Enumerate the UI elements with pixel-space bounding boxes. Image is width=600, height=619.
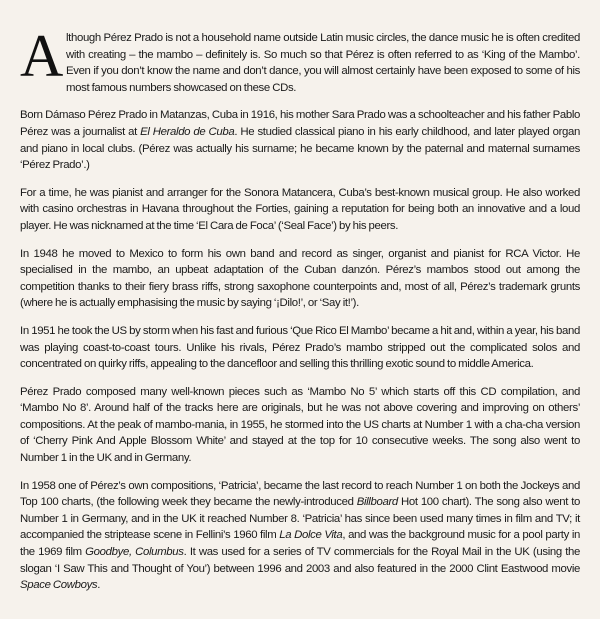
drop-cap: A xyxy=(20,23,63,89)
paragraph-text: Pérez Prado composed many well-known pieces such as ‘Mambo No 5’ which starts off this CD compilation, and ‘Mambo No 8’. Around half of the tracks here are originals, but he was not above covering and improving on others’ compositions. At the peak of mambo-mania, in 1955, he stormed into the US charts at Number 1 with a cha-cha version of ‘Cherry Pink And Apple Blossom White’ and stayed at the top for 10 consecutive weeks. The song also went to Number 1 in the UK and in Germany. xyxy=(20,385,580,465)
text-run: , and was the background music for a pool party in the 1969 film xyxy=(20,529,580,559)
newspaper-title: El Heraldo de Cuba xyxy=(140,125,235,138)
paragraph-text: lthough Pérez Prado is not a household name outside Latin music circles, the dance music he is often credited with creating – the mambo – definitely is. So much so that Pérez is often referred to as ‘King of the Mambo’. Even if you don’t know the name and don’t dance, you will almost certainly have been exposed to some of his most famous numbers showcased on these CDs. xyxy=(65,32,580,94)
paragraph-early-life xyxy=(20,107,580,173)
paragraph-us-success xyxy=(20,323,580,373)
paragraph-text: In 1948 he moved to Mexico to form his own band and record as singer, organist and pianist for RCA Victor. He specialised in the mambo, an upbeat adaptation of the Cuban danzón. Pérez’s mambos stood out among the competition thanks to their fiery brass riffs, strong saxophone counterpoints and, most of all, Pérez’s trademark grunts (where he is actually emphasising the music by saying ‘¡Dilo!’, or ‘Say it!’). xyxy=(20,247,580,310)
paragraph-mexico xyxy=(20,246,580,312)
paragraph-text: For a time, he was pianist and arranger for the Sonora Matancera, Cuba’s best-known musical group. He also worked with casino orchestras in Havana throughout the Forties, gaining a reputation for being both an innovative and a loud player. He was nicknamed at the time ‘El Cara de Foca’ (‘Seal Face’) by his peers. xyxy=(20,186,580,232)
paragraph-patricia xyxy=(20,478,580,594)
paragraph-text: In 1951 he took the US by storm when his fast and furious ‘Que Rico El Mambo’ became a hit and, within a year, his band was playing coast-to-coast tours. Unlike his rivals, Pérez Prado’s mambo stripped out the complicated solos and concentrated on quirky riffs, appealing to the dancefloor and selling this thrilling exotic sound to middle America. xyxy=(20,324,580,371)
paragraph-sonora-matancera xyxy=(20,185,580,235)
text-run: Born Dámaso Pérez Prado in Matanzas, Cuba in 1916, his mother Sara Prado was a schoolteacher and his father Pablo Pérez was a journalist at xyxy=(20,109,580,138)
film-title: Space Cowboys xyxy=(20,579,98,592)
text-run: . xyxy=(97,579,101,592)
paragraph-compositions xyxy=(20,384,580,467)
text-run: In 1958 one of Pérez’s own compositions, ‘Patricia’, became the last record to reach Number 1 on both the Jockeys and Top 100 charts, (the following week they became the newly-introduced xyxy=(20,479,580,509)
paragraph-intro xyxy=(20,23,580,96)
film-title: La Dolce Vita xyxy=(279,529,343,542)
text-run: . It was used for a series of TV commercials for the Royal Mail in the UK (using the slogan ‘I Saw This and Thought of You’) between 1996 and 2003 and also featured in the 2000 Clint Eastwood movie xyxy=(20,546,581,575)
text-run: Hot 100 chart). The song also went to Number 1 in Germany, and in the UK it reached Number 8. ‘Patricia’ has since been used many times in film and TV; it accompanied the striptease scene in Fellini’s 1960 film xyxy=(20,496,580,542)
text-run: . He studied classical piano in his early childhood, and later played organ and piano in local clubs. (Pérez was actually his surname; he became known by the paternal and maternal surnames ‘Pérez Prado’.) xyxy=(20,125,581,172)
film-title: Goodbye, Columbus xyxy=(85,546,184,559)
magazine-title: Billboard xyxy=(356,496,398,509)
